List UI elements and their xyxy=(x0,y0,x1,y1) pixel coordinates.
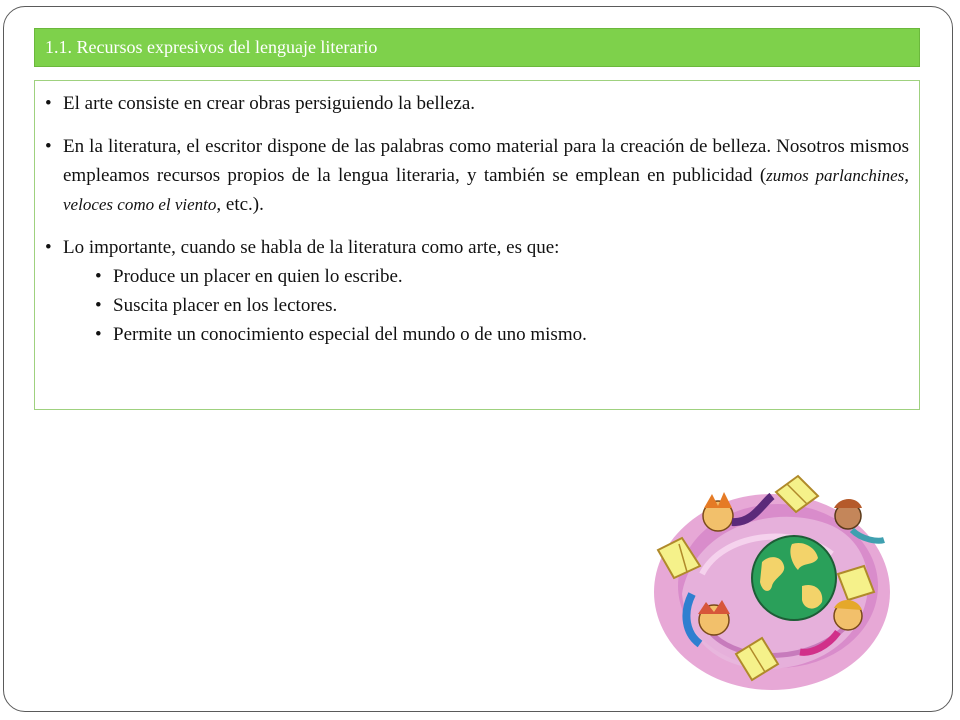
example-italic-2: veloces como el viento xyxy=(63,195,217,214)
sub-bullet-text: Produce un placer en quien lo escribe. xyxy=(113,266,403,287)
bullet-literature xyxy=(45,132,909,219)
bullet-text: En la literatura, el escritor dispone de las palabras como material para la creación de belleza. Nosotros mismos empleamos recursos propios de la lengua literaria, y también se emplean en publicidad ( xyxy=(63,136,909,186)
content-box xyxy=(34,80,920,410)
slide-title: 1.1. Recursos expresivos del lenguaje literario xyxy=(34,28,920,67)
separator: , xyxy=(904,165,909,186)
sub-bullet-text: Suscita placer en los lectores. xyxy=(113,295,338,316)
sub-bullet-3 xyxy=(45,320,909,349)
sub-bullet-1 xyxy=(45,262,909,291)
sub-bullet-2 xyxy=(45,291,909,320)
bullet-art-definition xyxy=(45,89,909,118)
bullet-text-end: , etc.). xyxy=(216,194,264,215)
reading-children-globe-illustration xyxy=(652,474,892,694)
bullet-importance xyxy=(45,233,909,262)
bullet-text: El arte consiste en crear obras persiguiendo la belleza. xyxy=(63,93,476,114)
example-italic-1: zumos parlanchines xyxy=(766,166,905,185)
sub-bullet-text: Permite un conocimiento especial del mundo o de uno mismo. xyxy=(113,324,587,345)
bullet-text: Lo importante, cuando se habla de la literatura como arte, es que: xyxy=(63,237,560,258)
